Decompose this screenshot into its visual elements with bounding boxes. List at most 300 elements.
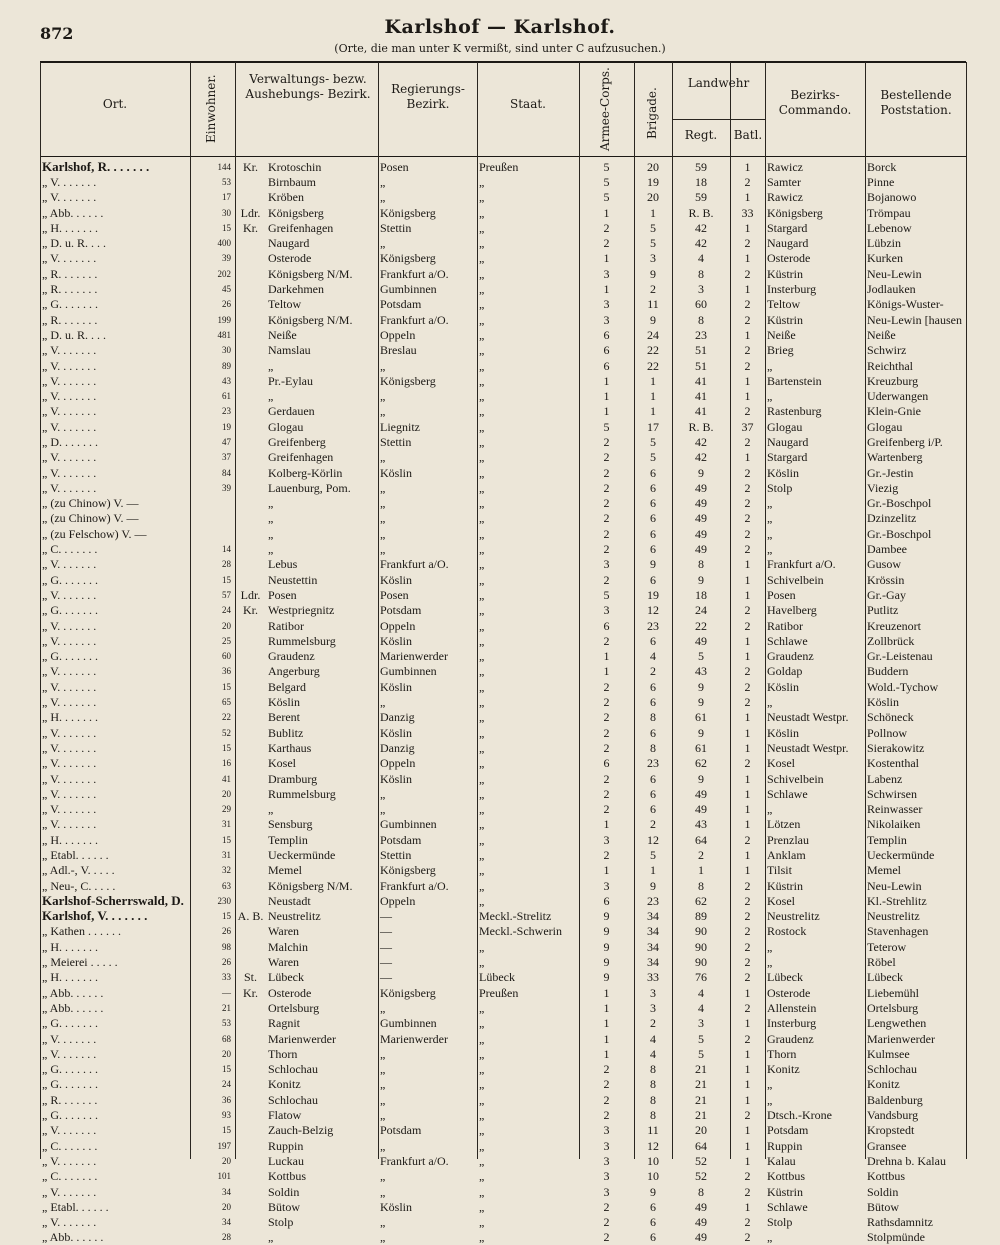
cell-armee: 2 (603, 236, 610, 251)
cell-einwohner: 65 (222, 697, 231, 708)
cell-bezirks: Thorn (767, 1046, 797, 1061)
cell-ort: „ V. . . . . . . (42, 557, 97, 572)
table-row (40, 1107, 966, 1122)
cell-kreis-type (235, 1169, 266, 1184)
cell-regt: R. B. (688, 205, 714, 220)
cell-einwohner: 15 (222, 1125, 231, 1136)
cell-kreis-type (235, 404, 266, 419)
cell-staat: „ (479, 603, 485, 618)
cell-staat: „ (479, 190, 485, 205)
cell-einwohner: 15 (222, 834, 231, 845)
cell-kreis-type (235, 878, 266, 893)
cell-armee: 5 (603, 190, 610, 205)
cell-kreis-type (235, 633, 266, 648)
cell-brigade: 6 (650, 526, 656, 541)
cell-poststation: Kostenthal (867, 756, 919, 771)
header-batl: Batl. (733, 128, 763, 142)
cell-staat: „ (479, 205, 485, 220)
cell-regierung: „ (380, 450, 386, 465)
cell-brigade: 3 (650, 251, 656, 266)
cell-regt: 5 (698, 649, 704, 664)
cell-einwohner: 26 (222, 926, 231, 937)
cell-ort: „ H. . . . . . . (42, 832, 98, 847)
cell-poststation: Krössin (867, 572, 905, 587)
cell-batl: 1 (744, 649, 751, 664)
cell-verwaltung: Templin (268, 832, 308, 847)
cell-regierung: Gumbinnen (380, 817, 437, 832)
cell-regt: 49 (695, 542, 707, 557)
cell-armee: 1 (603, 251, 610, 266)
cell-regt: 18 (695, 174, 707, 189)
cell-armee: 2 (603, 1062, 610, 1077)
cell-ort: „ H. . . . . . . (42, 710, 98, 725)
cell-regt: 43 (695, 817, 707, 832)
cell-staat: „ (479, 542, 485, 557)
cell-bezirks: Rawicz (767, 190, 803, 205)
cell-ort: „ V. . . . . . . (42, 1153, 97, 1168)
cell-ort: „ V. . . . . . . (42, 725, 97, 740)
cell-batl: 1 (744, 985, 751, 1000)
cell-armee: 2 (603, 710, 610, 725)
cell-regierung: Oppeln (380, 618, 416, 633)
cell-staat: „ (479, 740, 485, 755)
table-row (40, 373, 966, 388)
table-row (40, 159, 966, 174)
cell-brigade: 1 (650, 205, 656, 220)
cell-regt: 89 (695, 909, 707, 924)
cell-ort: „ D. u. R. . . . (42, 327, 106, 342)
cell-regt: 90 (695, 924, 707, 939)
cell-poststation: Vandsburg (867, 1108, 919, 1123)
cell-staat: „ (479, 1230, 485, 1245)
cell-poststation: Labenz (867, 771, 903, 786)
cell-batl: 2 (744, 695, 751, 710)
cell-regierung: Gumbinnen (380, 1016, 437, 1031)
cell-regierung: „ (380, 236, 386, 251)
cell-batl: 2 (744, 955, 751, 970)
cell-staat: Meckl.-Schwerin (479, 924, 562, 939)
cell-poststation: Putlitz (867, 603, 899, 618)
table-row (40, 694, 966, 709)
cell-brigade: 22 (647, 343, 659, 358)
cell-brigade: 1 (650, 404, 656, 419)
cell-staat: „ (479, 771, 485, 786)
cell-kreis-type (235, 1016, 266, 1031)
cell-bezirks: Stolp (767, 1215, 793, 1230)
cell-regt: 9 (698, 771, 704, 786)
cell-bezirks: „ (767, 939, 773, 954)
cell-batl: 2 (744, 1230, 751, 1245)
cell-einwohner: 15 (222, 222, 231, 233)
cell-batl: 1 (744, 848, 751, 862)
cell-staat: Lübeck (479, 970, 515, 985)
cell-kreis-type (235, 1107, 266, 1122)
cell-regierung: Frankfurt a/O. (380, 878, 449, 893)
cell-armee: 1 (603, 817, 610, 832)
cell-bezirks: Havelberg (767, 603, 817, 618)
cell-einwohner: 36 (222, 1094, 231, 1105)
cell-poststation: Ortelsburg (867, 1000, 919, 1015)
cell-bezirks: Konitz (767, 1062, 800, 1077)
cell-verwaltung: Bütow (268, 1199, 301, 1214)
cell-regierung: Frankfurt a/O. (380, 557, 449, 572)
cell-armee: 2 (603, 786, 610, 801)
cell-einwohner: 230 (217, 895, 231, 906)
cell-poststation: Gr.-Gay (867, 587, 906, 602)
cell-regierung: „ (380, 802, 386, 817)
cell-kreis-type (235, 526, 266, 541)
cell-batl: 1 (744, 159, 751, 174)
cell-staat: „ (479, 618, 485, 633)
cell-armee: 6 (603, 343, 610, 358)
cell-armee: 2 (603, 725, 610, 740)
cell-verwaltung: Namslau (268, 343, 311, 358)
cell-ort: „ V. . . . . . . (42, 740, 97, 755)
cell-kreis-type (235, 1184, 266, 1199)
cell-regierung: Frankfurt a/O. (380, 312, 449, 327)
cell-batl: 2 (744, 756, 751, 771)
cell-poststation: Köslin (867, 695, 900, 710)
cell-ort: „ V. . . . . . . (42, 1046, 97, 1061)
cell-brigade: 10 (647, 1153, 659, 1168)
cell-armee: 3 (603, 1169, 610, 1184)
cell-brigade: 34 (647, 909, 659, 924)
cell-staat: „ (479, 786, 485, 801)
cell-verwaltung: „ (268, 389, 274, 404)
cell-poststation: Schwirz (867, 343, 907, 358)
landwehr-rule (672, 119, 765, 120)
table-row (40, 878, 966, 893)
cell-regierung: „ (380, 1092, 386, 1107)
cell-armee: 1 (603, 664, 610, 679)
cell-einwohner: 28 (222, 1232, 231, 1243)
cell-verwaltung: Waren (268, 924, 300, 939)
cell-kreis-type (235, 450, 266, 465)
cell-einwohner: 37 (222, 452, 231, 463)
cell-regierung: „ (380, 1184, 386, 1199)
cell-regt: 61 (695, 740, 707, 755)
cell-batl: 1 (744, 220, 751, 235)
cell-verwaltung: Kröben (268, 190, 304, 205)
cell-bezirks: Schlawe (767, 633, 808, 648)
cell-poststation: Schwirsen (867, 786, 917, 801)
cell-regt: 9 (698, 465, 704, 480)
table-row (40, 1214, 966, 1229)
cell-regierung: Stettin (380, 220, 412, 235)
cell-kreis-type (235, 863, 266, 878)
cell-brigade: 6 (650, 802, 656, 817)
cell-regt: 49 (695, 496, 707, 511)
cell-batl: 2 (744, 297, 751, 312)
cell-poststation: Neustrelitz (867, 909, 920, 924)
cell-brigade: 6 (650, 542, 656, 557)
cell-regt: 49 (695, 526, 707, 541)
table-row (40, 970, 966, 985)
cell-poststation: Lengwethen (867, 1016, 927, 1031)
cell-ort: „ R. . . . . . . (42, 1092, 98, 1107)
cell-staat: „ (479, 1215, 485, 1230)
cell-ort: „ V. . . . . . . (42, 389, 97, 404)
cell-kreis-type (235, 1153, 266, 1168)
table-row (40, 771, 966, 786)
cell-armee: 6 (603, 618, 610, 633)
cell-regierung: „ (380, 190, 386, 205)
cell-batl: 1 (744, 863, 751, 878)
cell-einwohner: 39 (222, 482, 231, 493)
cell-brigade: 4 (650, 1046, 656, 1061)
cell-bezirks: „ (767, 511, 773, 526)
table-row (40, 633, 966, 648)
cell-bezirks: Rostock (767, 924, 807, 939)
cell-verwaltung: Malchin (268, 939, 308, 954)
cell-batl: 1 (744, 450, 751, 465)
cell-batl: 1 (744, 190, 751, 205)
cell-regt: 43 (695, 664, 707, 679)
cell-bezirks: Kosel (767, 756, 795, 771)
cell-armee: 2 (603, 572, 610, 587)
cell-staat: „ (479, 1184, 485, 1199)
cell-staat: „ (479, 725, 485, 740)
cell-kreis-type (235, 557, 266, 572)
cell-staat: „ (479, 863, 485, 878)
cell-bezirks: Anklam (767, 848, 806, 862)
table-row (40, 740, 966, 755)
cell-regierung: Oppeln (380, 756, 416, 771)
cell-regt: 64 (695, 1138, 707, 1153)
cell-regt: 52 (695, 1169, 707, 1184)
cell-kreis-type (235, 1138, 266, 1153)
cell-einwohner: 33 (222, 972, 231, 983)
cell-verwaltung: Ueckermünde (268, 848, 336, 862)
cell-kreis-type (235, 419, 266, 434)
cell-batl: 1 (744, 1138, 751, 1153)
cell-brigade: 19 (647, 587, 659, 602)
cell-einwohner: 53 (222, 176, 231, 187)
table-row (40, 664, 966, 679)
cell-kreis-type (235, 832, 266, 847)
cell-bezirks: „ (767, 526, 773, 541)
cell-brigade: 6 (650, 465, 656, 480)
cell-einwohner: 202 (217, 268, 231, 279)
cell-batl: 2 (744, 358, 751, 373)
cell-einwohner: 84 (222, 467, 231, 478)
cell-bezirks: Teltow (767, 297, 801, 312)
cell-kreis-type (235, 373, 266, 388)
cell-poststation: Pinne (867, 174, 895, 189)
table-row (40, 388, 966, 403)
table-row (40, 281, 966, 296)
table-row (40, 541, 966, 556)
cell-regt: 21 (695, 1077, 707, 1092)
cell-armee: 6 (603, 358, 610, 373)
cell-brigade: 33 (647, 970, 659, 985)
cell-armee: 9 (603, 909, 610, 924)
cell-regt: 90 (695, 955, 707, 970)
cell-batl: 1 (744, 1092, 751, 1107)
cell-staat: „ (479, 1153, 485, 1168)
cell-verwaltung: Soldin (268, 1184, 300, 1199)
cell-regt: 49 (695, 786, 707, 801)
cell-kreis-type (235, 664, 266, 679)
table-row (40, 924, 966, 939)
cell-staat: „ (479, 1031, 485, 1046)
cell-staat: „ (479, 327, 485, 342)
cell-verwaltung: Ortelsburg (268, 1000, 320, 1015)
cell-regierung: „ (380, 786, 386, 801)
cell-regt: 5 (698, 1046, 704, 1061)
cell-bezirks: Frankfurt a/O. (767, 557, 836, 572)
cell-ort: „ C. . . . . . . (42, 542, 98, 557)
cell-batl: 2 (744, 970, 751, 985)
cell-regt: 49 (695, 1215, 707, 1230)
cell-brigade: 17 (647, 419, 659, 434)
cell-batl: 2 (744, 312, 751, 327)
cell-ort: „ G. . . . . . . (42, 649, 98, 664)
cell-brigade: 6 (650, 633, 656, 648)
cell-staat: „ (479, 802, 485, 817)
cell-einwohner: 15 (222, 574, 231, 585)
cell-armee: 2 (603, 511, 610, 526)
cell-bezirks: Insterburg (767, 1016, 817, 1031)
cell-armee: 1 (603, 1031, 610, 1046)
cell-regierung: Oppeln (380, 893, 416, 908)
cell-staat: „ (479, 557, 485, 572)
cell-regt: 49 (695, 802, 707, 817)
cell-ort: „ Meierei . . . . . (42, 955, 118, 970)
cell-poststation: Stavenhagen (867, 924, 929, 939)
cell-bezirks: Schlawe (767, 786, 808, 801)
cell-kreis-type (235, 266, 266, 281)
cell-kreis-type (235, 358, 266, 373)
cell-kreis-type (235, 327, 266, 342)
cell-verwaltung: Lebus (268, 557, 298, 572)
table-row (40, 1000, 966, 1015)
cell-ort: „ G. . . . . . . (42, 297, 98, 312)
cell-staat: „ (479, 220, 485, 235)
cell-batl: 1 (744, 373, 751, 388)
cell-batl: 2 (744, 1108, 751, 1123)
cell-einwohner (190, 496, 235, 511)
cell-batl: 2 (744, 343, 751, 358)
cell-einwohner: 60 (222, 651, 231, 662)
cell-armee: 2 (603, 848, 610, 862)
cell-kreis-type (235, 1199, 266, 1214)
cell-poststation: Jodlauken (867, 282, 916, 297)
cell-kreis-type (235, 649, 266, 664)
cell-staat: „ (479, 1123, 485, 1138)
cell-regt: 62 (695, 893, 707, 908)
cell-kreis-type (235, 1000, 266, 1015)
cell-bezirks: Lötzen (767, 817, 801, 832)
cell-armee: 9 (603, 924, 610, 939)
cell-ort: „ Abb. . . . . . (42, 205, 104, 220)
cell-batl: 2 (744, 924, 751, 939)
cell-batl: 2 (744, 266, 751, 281)
cell-staat: „ (479, 1092, 485, 1107)
cell-bezirks: „ (767, 358, 773, 373)
cell-poststation: Neu-Lewin (867, 878, 922, 893)
cell-regierung: — (380, 924, 392, 939)
cell-regierung: Köslin (380, 633, 413, 648)
cell-verwaltung: Neustadt (268, 893, 311, 908)
cell-armee: 9 (603, 955, 610, 970)
header-staat: Staat. (510, 97, 546, 111)
cell-bezirks: Kalau (767, 1153, 796, 1168)
cell-ort: „ C. . . . . . . (42, 1138, 98, 1153)
cell-staat: „ (479, 832, 485, 847)
cell-staat: „ (479, 174, 485, 189)
cell-brigade: 2 (650, 664, 656, 679)
cell-armee: 2 (603, 496, 610, 511)
table-row (40, 786, 966, 801)
cell-bezirks: Neustadt Westpr. (767, 740, 849, 755)
cell-batl: 37 (741, 419, 754, 434)
cell-poststation: Klein-Gnie (867, 404, 921, 419)
cell-kreis-type (235, 756, 266, 771)
table-row (40, 496, 966, 511)
cell-staat: „ (479, 419, 485, 434)
cell-bezirks: Köslin (767, 725, 800, 740)
cell-brigade: 9 (650, 557, 656, 572)
cell-kreis-type (235, 251, 266, 266)
cell-poststation: Soldin (867, 1184, 899, 1199)
table-row (40, 863, 966, 878)
cell-bezirks: Dtsch.-Krone (767, 1108, 832, 1123)
cell-staat: „ (479, 312, 485, 327)
cell-einwohner: 22 (222, 712, 231, 723)
cell-poststation: Gr.-Boschpol (867, 496, 932, 511)
cell-kreis-type: Kr. (243, 159, 258, 174)
table-row (40, 618, 966, 633)
cell-poststation: Gransee (867, 1138, 907, 1153)
top-rule (40, 61, 966, 63)
cell-batl: 2 (744, 909, 751, 924)
cell-armee: 3 (603, 832, 610, 847)
cell-staat: „ (479, 756, 485, 771)
cell-regierung: Oppeln (380, 327, 416, 342)
cell-ort: „ V. . . . . . . (42, 817, 97, 832)
cell-batl: 1 (744, 1199, 751, 1214)
cell-ort: „ Etabl. . . . . . (42, 1199, 109, 1214)
cell-armee: 2 (603, 679, 610, 694)
cell-armee: 6 (603, 327, 610, 342)
cell-batl: 1 (744, 1016, 751, 1031)
cell-staat: „ (479, 572, 485, 587)
cell-verwaltung: Bublitz (268, 725, 304, 740)
cell-ort: „ V. . . . . . . (42, 480, 97, 495)
cell-poststation: Gr.-Jestin (867, 465, 914, 480)
cell-regierung: „ (380, 1000, 386, 1015)
cell-regt: 22 (695, 618, 707, 633)
cell-brigade: 5 (650, 220, 656, 235)
cell-bezirks: „ (767, 802, 773, 817)
cell-verwaltung: „ (268, 511, 274, 526)
cell-einwohner: 45 (222, 284, 231, 295)
cell-brigade: 19 (647, 174, 659, 189)
cell-regierung: „ (380, 480, 386, 495)
cell-verwaltung: Angerburg (268, 664, 320, 679)
cell-ort: „ G. . . . . . . (42, 1016, 98, 1031)
table-row (40, 939, 966, 954)
table-row (40, 450, 966, 465)
cell-poststation: Pollnow (867, 725, 908, 740)
cell-regierung: Posen (380, 159, 409, 174)
cell-verwaltung: Kosel (268, 756, 296, 771)
cell-brigade: 5 (650, 450, 656, 465)
cell-ort: „ V. . . . . . . (42, 587, 97, 602)
cell-staat: „ (479, 389, 485, 404)
cell-ort: „ V. . . . . . . (42, 358, 97, 373)
